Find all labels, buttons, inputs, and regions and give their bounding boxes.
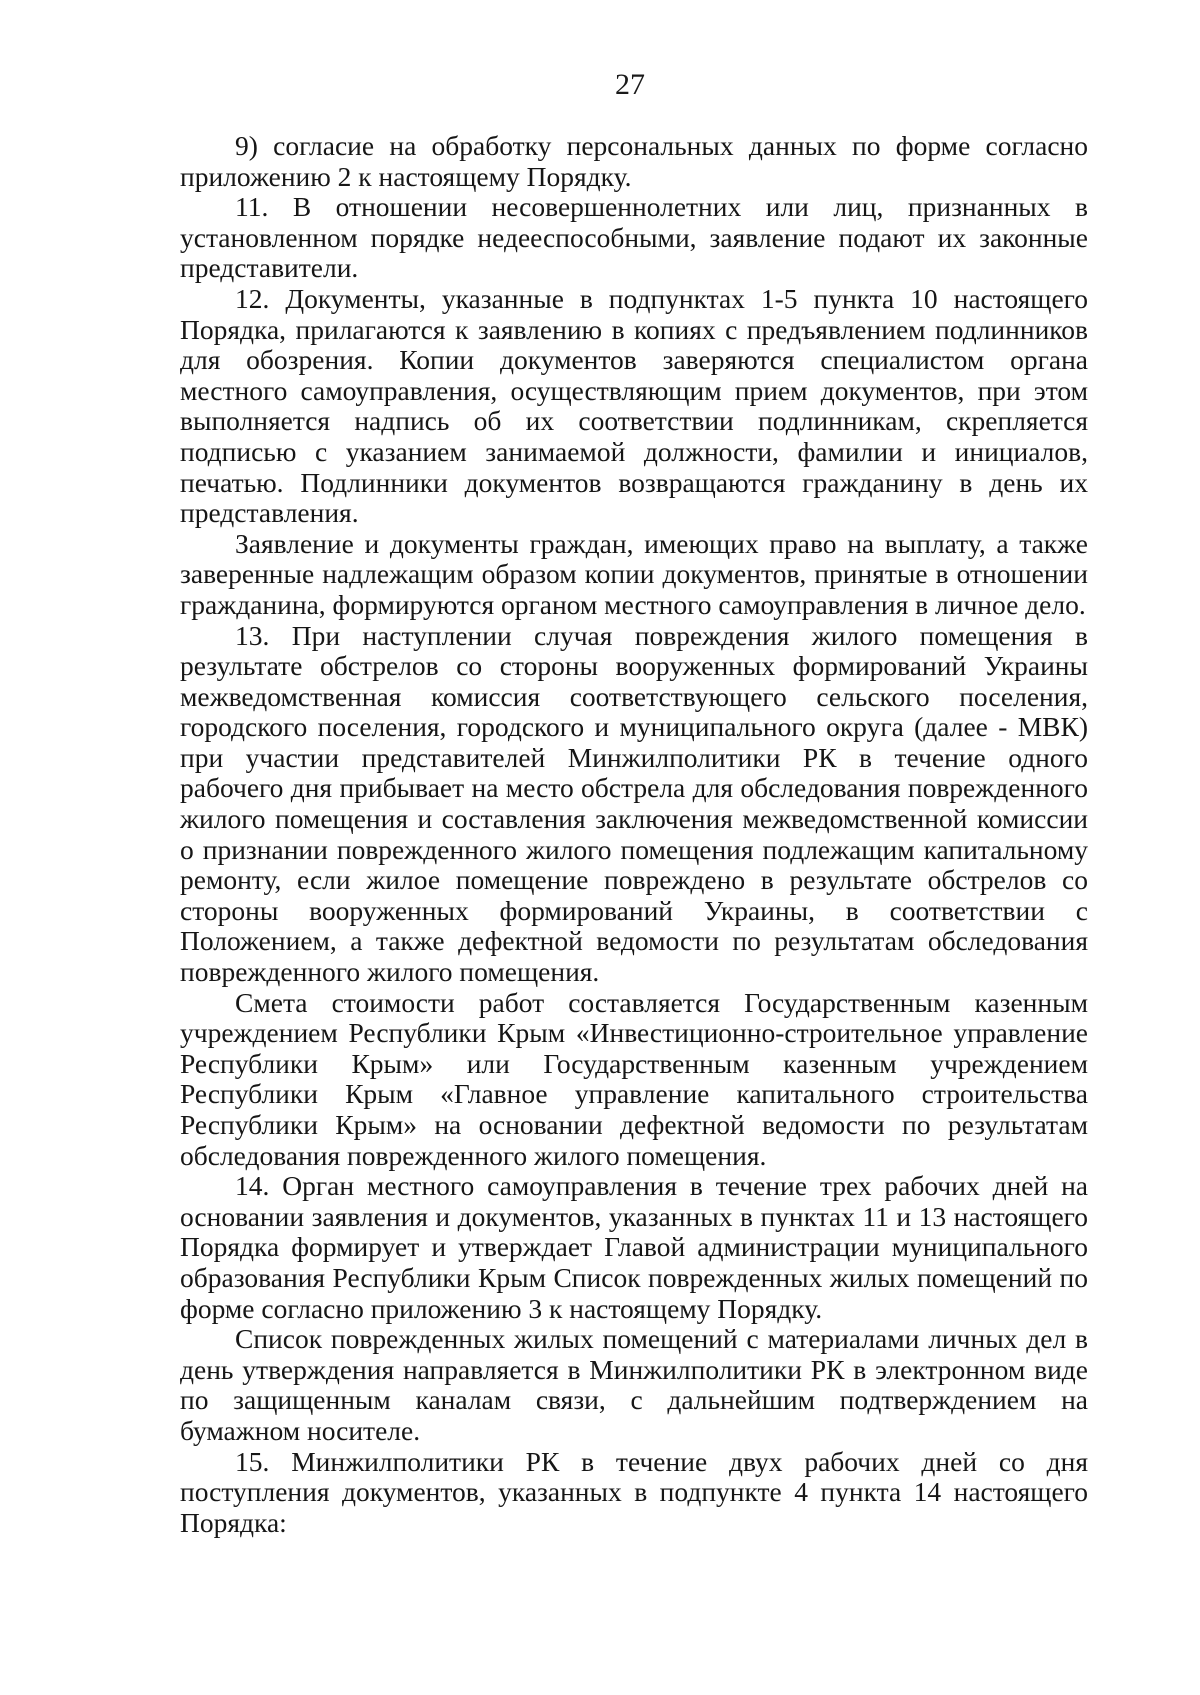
page-number: 27 (615, 68, 645, 101)
paragraph-clause-14: 14. Орган местного самоуправления в течение трех рабочих дней на основании заявления и документов, указанных в пунктах 11 и 13 настоящего Порядка формирует и утверждает Главой администрации муниципального образования Республики Крым Список поврежденных жилых помещений по форме согласно приложению 3 к настоящему Порядку. (180, 1170, 1088, 1324)
paragraph-clause-12: 12. Документы, указанные в подпунктах 1-5 пункта 10 настоящего Порядка, прилагаются к заявлению в копиях с предъявлением подлинников для обозрения. Копии документов заверяются специалистом органа местного самоуправления, осуществляющим прием документов, при этом выполняется надпись об их соответствии подлинникам, скрепляется подписью с указанием занимаемой должности, фамилии и инициалов, печатью. Подлинники документов возвращаются гражданину в день их представления. (180, 282, 1088, 529)
paragraph-personal-file: Заявление и документы граждан, имеющих право на выплату, а также заверенные надлежащим образом копии документов, принятые в отношении гражданина, формируются органом местного самоуправления в личное дело. (180, 527, 1088, 620)
paragraph-clause-11: 11. В отношении несовершеннолетних или лиц, признанных в установленном порядке недееспособными, заявление подают их законные представители. (180, 191, 1088, 284)
paragraph-damaged-list: Список поврежденных жилых помещений с материалами личных дел в день утверждения направляется в Минжилполитики РК в электронном виде по защищенным каналам связи, с дальнейшим подтверждением на бумажном носителе. (180, 1323, 1088, 1446)
document-body (180, 131, 1088, 1538)
paragraph-item-9: 9) согласие на обработку персональных данных по форме согласно приложению 2 к настоящему Порядку. (180, 130, 1088, 192)
paragraph-clause-13: 13. При наступлении случая повреждения жилого помещения в результате обстрелов со стороны вооруженных формирований Украины межведомственная комиссия соответствующего сельского поселения, городского поселения, городского и муниципального округа (далее - МВК) при участии представителей Минжилполитики РК в течение одного рабочего дня прибывает на место обстрела для обследования поврежденного жилого помещения и составления заключения межведомственной комиссии о признании поврежденного жилого помещения подлежащим капитальному ремонту, если жилое помещение повреждено в результате обстрелов со стороны вооруженных формирований Украины, в соответствии с Положением, а также дефектной ведомости по результатам обследования поврежденного жилого помещения. (180, 619, 1088, 988)
paragraph-cost-estimate: Смета стоимости работ составляется Государственным казенным учреждением Республики Крым «Инвестиционно-строительное управление Республики Крым» или Государственным казенным учреждением Республики Крым «Главное управление капитального строительства Республики Крым» на основании дефектной ведомости по результатам обследования поврежденного жилого помещения. (180, 986, 1088, 1171)
paragraph-clause-15: 15. Минжилполитики РК в течение двух рабочих дней со дня поступления документов, указанных в подпункте 4 пункта 14 настоящего Порядка: (180, 1445, 1088, 1538)
